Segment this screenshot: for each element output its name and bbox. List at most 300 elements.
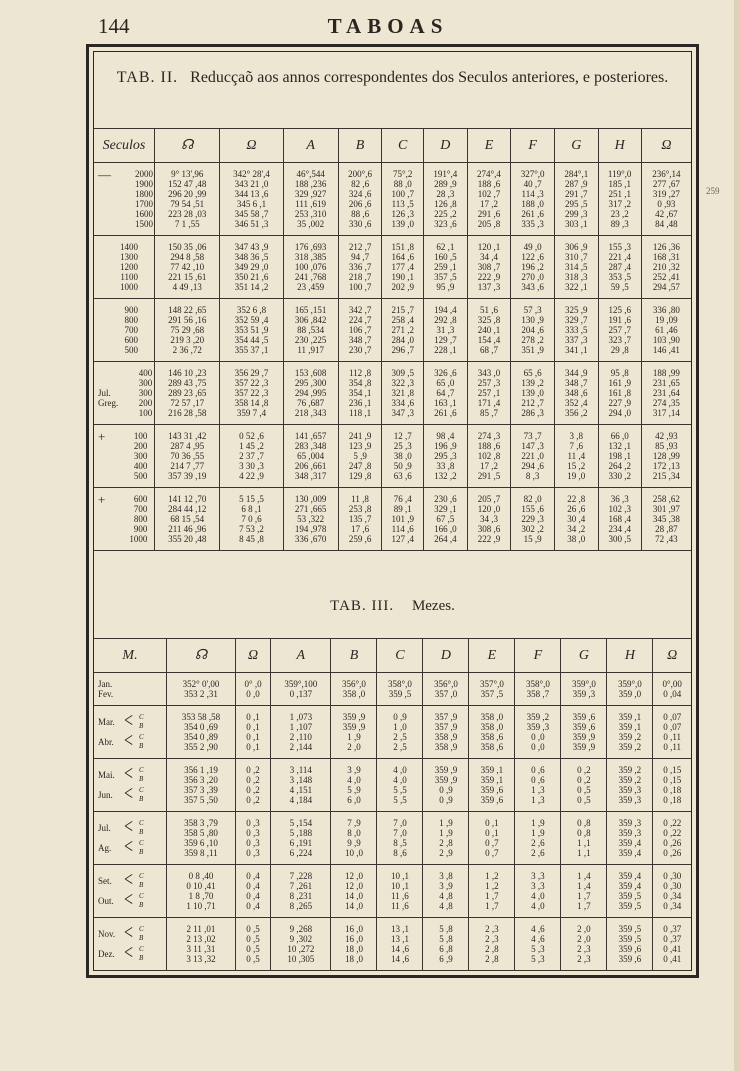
page-number: 144 [98,14,130,38]
table-value: 229 ,3 [521,514,544,524]
table-value: 61 ,46 [655,325,678,335]
table2-col-header: Ω [641,129,691,163]
table-value: 34 ,4 [479,252,498,262]
table-value: 126 ,36 [652,242,680,252]
era-label [98,378,118,388]
table-value: 23 ,459 [297,282,325,292]
table-value: 330 ,2 [608,471,631,481]
table-value: 126 ,3 [391,209,414,219]
table-value: 0 ,3 [246,848,260,858]
table-value: 5 15 ,5 [239,494,264,504]
table-value: 287 ,4 [608,262,631,272]
month-name: Mar. [98,717,115,727]
table-value: 0 ,2 [246,795,260,805]
table-value: 0 ,7 [485,838,499,848]
table-value: 65 ,6 [523,368,542,378]
table-value: 241 ,9 [348,431,372,441]
table-value: 1 ,9 [531,818,545,828]
table-value: 66 ,0 [610,431,629,441]
year-value: 600 [124,335,138,345]
table-value: 33 ,8 [436,461,455,471]
table-value: 15 ,9 [523,534,542,544]
table-value: 70 36 ,55 [170,451,205,461]
year-list [113,494,147,544]
table-value: 294 ,995 [294,388,327,398]
table-value: 137 ,3 [477,282,501,292]
table3-value-cell [607,812,653,865]
table3-value-cell [167,918,236,971]
table3-value-cell [331,918,377,971]
table-value: 294 ,6 [521,461,544,471]
table-value: 2 ,5 [393,732,407,742]
table-value: 327°,0 [520,169,545,179]
table-value: 3 13 ,32 [186,954,216,964]
table-value: 113 ,5 [391,199,414,209]
table-value: 291 ,6 [477,209,501,219]
table-value: 127 ,4 [391,534,414,544]
table2-value-cell [338,425,382,488]
table-value: 11 ,4 [567,451,586,461]
table3-value-cell [377,918,423,971]
table3-group-row [94,673,691,706]
cb-label: B [139,954,144,962]
table2-value-cell [283,299,338,362]
table2-value-cell [511,425,555,488]
table2-col-header: E [467,129,511,163]
table2-col-header: C [382,129,424,163]
table3-col-header: H [607,639,653,673]
sign-marker: + [98,492,106,507]
table-value: 359 8 ,11 [184,848,218,858]
table2-value-cell [424,299,468,362]
table-value: 257 ,3 [477,378,501,388]
table2-value-cell [598,163,641,236]
table-value: 330 ,6 [348,219,372,229]
table-value: 303 ,1 [565,219,588,229]
table-value: 357 22 ,3 [234,378,269,388]
cb-label: C [139,819,144,827]
table-value: 359 ,6 [572,722,596,732]
brace-glyph: < [124,816,134,839]
cb-label: B [139,722,144,730]
table2-value-cell [511,236,555,299]
table-value: 171 ,4 [477,398,501,408]
table-value: 23 ,2 [610,209,629,219]
table-value: 2 ,3 [577,944,591,954]
table2-col-header: F [511,129,555,163]
table-value: 5 ,5 [393,795,407,805]
table3-value-cell [515,865,561,918]
page-header [98,14,678,40]
table3-value-cell [271,812,331,865]
table3-value-cell [607,759,653,812]
table2-value-cell [641,299,691,362]
table2-value-cell [382,425,424,488]
table-value: 0 ,26 [663,838,682,848]
year-list [118,368,152,418]
table-value: 221 15 ,61 [168,272,207,282]
table-value: 230 ,7 [348,345,372,355]
table3-col-header: B [331,639,377,673]
table-value: 258 ,4 [391,315,414,325]
table-value: 236°,14 [652,169,681,179]
table-value: 172 ,13 [652,461,680,471]
table-value: 357 ,9 [434,712,458,722]
table-value: 4 ,6 [531,924,545,934]
table2-value-cell [598,299,641,362]
table3-value-cell [271,759,331,812]
table-value: 185 ,1 [608,179,631,189]
table2-group-row [94,299,691,362]
table2-value-cell [598,488,641,551]
table-value: 7 0 ,6 [241,514,262,524]
table-value: 295 ,5 [565,199,588,209]
year-value: 1300 [120,252,138,262]
month-name: Abr. [98,737,114,747]
table-value: 348 ,7 [348,335,372,345]
table-value: 82 ,6 [351,179,370,189]
cb-label: B [139,848,144,856]
table-value: 98 ,4 [436,431,455,441]
year-value: 900 [124,305,138,315]
table3-value-cell [331,673,377,706]
table-value: 359 ,4 [618,881,642,891]
table-value: 198 ,1 [608,451,631,461]
table-value: 342 ,7 [348,305,372,315]
table-value: 0 ,1 [246,722,260,732]
table-value: 221 ,0 [521,451,544,461]
table-value: 1 ,4 [577,881,591,891]
table2-centuries [94,128,691,551]
table-value: 358°,0 [388,679,412,689]
table3-value-cell [377,706,423,759]
table-value: 301 ,97 [652,504,680,514]
table-value: 216 28 ,58 [168,408,207,418]
table-value: 72 57 ,17 [170,398,205,408]
table-value: 345 58 ,7 [234,209,269,219]
table-value: 287 4 ,95 [170,441,205,451]
cb-labels [139,786,144,804]
table3-value-cell [167,812,236,865]
table-value: 225 ,2 [434,209,457,219]
table-value: 28 ,3 [436,189,455,199]
month-name: Jan. [98,679,113,689]
table-value: 10 ,1 [390,871,409,881]
table-value: 2 ,3 [577,954,591,964]
table-value: 2 ,144 [289,742,313,752]
cb-label: C [139,872,144,880]
table2-value-cell [424,163,468,236]
table-value: 1 ,2 [485,881,499,891]
table2-group-row [94,488,691,551]
table-value: 2 ,6 [531,848,545,858]
table-value: 264 ,2 [608,461,631,471]
table-value: 308 ,6 [477,524,501,534]
table-value: 356 3 ,20 [184,775,218,785]
table2-value-cell [220,488,283,551]
table-value: 236 ,1 [348,398,372,408]
table-value: 271 ,2 [391,325,414,335]
table-value: 247 ,8 [348,461,372,471]
table-value: 22 ,8 [567,494,586,504]
year-value: 1000 [129,534,148,544]
table-value: 259 ,6 [348,534,372,544]
table-value: 5 ,8 [439,934,453,944]
table-value: 351 ,9 [521,345,544,355]
cb-label: C [139,713,144,721]
table-value: 359 ,3 [618,795,642,805]
table-value: 352 6 ,8 [236,305,267,315]
table-value: 241 ,768 [294,272,327,282]
table2-seculos-cell [94,362,155,425]
table-value: 9 ,302 [289,934,313,944]
table-value: 4 49 ,13 [172,282,202,292]
table3-value-cell [515,812,561,865]
table-value: 0 52 ,6 [239,431,264,441]
table-value: 1 ,3 [531,785,545,795]
table2-value-cell [220,236,283,299]
table-value: 154 ,4 [477,335,501,345]
table-value: 4 22 ,9 [239,471,264,481]
table3-value-cell [653,918,691,971]
table-value: 18 ,0 [344,954,363,964]
table-value: 231 ,65 [652,378,680,388]
table2-value-cell [220,299,283,362]
table-value: 359 ,4 [618,838,642,848]
table-value: 148 22 ,65 [168,305,207,315]
table2-value-cell [467,488,511,551]
table-value: 212 ,7 [521,398,544,408]
table-value: 100 ,7 [348,282,372,292]
cb-label: C [139,925,144,933]
table3-col-header: C [377,639,423,673]
table-value: 89 ,1 [393,504,412,514]
table2-value-cell [467,163,511,236]
table-value: 57 ,3 [523,305,542,315]
table-value: 188 ,236 [294,179,327,189]
table-value: 0 ,1 [246,712,260,722]
table3-label: TAB. III. [330,598,395,614]
table-value: 359 ,5 [388,689,412,699]
table2-value-cell [598,362,641,425]
table-value: 155 ,6 [521,504,544,514]
table-value: 291 56 ,16 [168,315,207,325]
table-value: 67 ,5 [436,514,455,524]
year-value: 400 [133,461,148,471]
table-value: 166 ,0 [434,524,457,534]
cb-label: C [139,733,144,741]
table2-value-cell [467,236,511,299]
brace-glyph: < [124,869,134,892]
month-name: Ag. [98,843,112,853]
table3-value-cell [235,918,270,971]
table-value: 95 ,8 [610,368,629,378]
table-value: 318 ,3 [565,272,588,282]
table-value: 294 ,0 [608,408,631,418]
table3-month-cell [94,918,167,971]
table-value: 257 ,7 [608,325,631,335]
table-value: 358 ,0 [480,722,504,732]
table3-month-cell [94,812,167,865]
table-value: 295 ,3 [434,451,457,461]
table-value: 141 12 ,70 [168,494,207,504]
year-value: 1100 [120,272,138,282]
table2-value-cell [283,488,338,551]
table3-value-cell [235,673,270,706]
table2-value-cell [155,362,220,425]
table-value: 102 ,8 [477,451,501,461]
table-value: 1 ,1 [577,838,591,848]
table-value: 356°,0 [342,679,366,689]
table-value: 8 ,231 [289,891,313,901]
table-value: 7 ,6 [569,441,584,451]
table-value: 188 ,99 [652,368,680,378]
table-value: 0 ,11 [663,732,682,742]
table-value: 258 ,62 [652,494,680,504]
table2-value-cell [382,362,424,425]
table-value: 359 ,5 [618,891,642,901]
table-value: 359 ,5 [618,901,642,911]
table3-group-row [94,812,691,865]
table-value: 42 ,67 [655,209,678,219]
table-value: 253 ,310 [294,209,327,219]
table-value: 211 46 ,96 [168,524,207,534]
table-value: 349 29 ,0 [234,262,269,272]
table-value: 68 15 ,54 [170,514,205,524]
table3-value-cell [271,865,331,918]
table-value: 0 ,5 [246,934,260,944]
table-value: 291 ,5 [477,471,501,481]
table-value: 306 ,842 [294,315,327,325]
table2-col-header: H [598,129,641,163]
table-value: 286 ,3 [521,408,544,418]
table-value: 8 ,3 [525,471,540,481]
table-value: 130 ,9 [521,315,544,325]
table3-value-cell [515,759,561,812]
table-value: 359 ,0 [618,689,642,699]
table2-value-cell [155,236,220,299]
table3-value-cell [469,673,515,706]
table-value: 5 ,3 [531,954,545,964]
table-value: 130 ,009 [294,494,327,504]
cb-label: C [139,786,144,794]
table-value: 228 ,1 [434,345,457,355]
cb-label: B [139,901,144,909]
brace-glyph: < [124,889,134,912]
table-value: 7 53 ,2 [239,524,264,534]
table-value: 222 ,9 [477,534,501,544]
table-value: 358 14 ,8 [234,398,269,408]
table-value: 5 ,9 [347,785,361,795]
era-labels [98,368,118,418]
month-name: Dez. [98,949,115,959]
table2-value-cell [554,488,598,551]
table-value: 0 ,93 [657,199,676,209]
month-entry [98,871,164,891]
table-value: 289 ,9 [434,179,457,189]
table-value: 2 37 ,7 [239,451,264,461]
table-value: 357 3 ,39 [184,785,218,795]
table-value: 176 ,693 [294,242,327,252]
table-value: 348 36 ,5 [234,252,269,262]
table-value: 359°,100 [284,679,318,689]
table3-value-cell [561,812,607,865]
table-value: 0 ,4 [246,871,260,881]
table-value: 0 ,2 [577,775,591,785]
table3-value-cell [235,865,270,918]
table-value: 2 ,3 [485,924,499,934]
year-value: 700 [124,325,138,335]
table-value: 352° 0',00 [182,679,220,689]
table-value: 18 ,0 [344,944,363,954]
cb-labels [139,839,144,857]
table-value: 357 ,5 [434,272,457,282]
table-value: 253 ,8 [348,504,372,514]
table-value: 68 ,7 [479,345,498,355]
table-value: 38 ,0 [393,451,412,461]
table3-caption: Mezes. [411,598,455,614]
table2-value-cell [382,236,424,299]
table-value: 317 ,14 [652,408,680,418]
table-value: 188 ,6 [477,179,501,189]
table-value: 205 ,8 [477,219,501,229]
table-value: 348 ,6 [565,388,588,398]
table-value: 168 ,31 [652,252,680,262]
table3-col-header: G [561,639,607,673]
table3-value-cell [167,865,236,918]
table-value: 344 ,9 [565,368,588,378]
table-value: 222 ,9 [477,272,501,282]
table3-value-cell [271,673,331,706]
table-value: 354 0 ,69 [184,722,218,732]
table2-value-cell [554,362,598,425]
table-value: 7 ,261 [289,881,313,891]
table2-value-cell [338,299,382,362]
table-value: 274°,4 [477,169,501,179]
table-value: 4 ,0 [347,775,361,785]
table-value: 359 ,3 [572,689,596,699]
table-value: 308 ,7 [477,262,501,272]
year-value: 1000 [120,282,138,292]
table-value: 357 39 ,19 [168,471,207,481]
table3-month-cell [94,706,167,759]
table-value: 355 2 ,90 [184,742,218,752]
table2-value-cell [155,488,220,551]
table-value: 358 ,7 [526,689,550,699]
table-value: 3 ,3 [531,881,545,891]
table-value: 359 ,5 [618,924,642,934]
table-value: 1 45 ,2 [239,441,264,451]
table3-value-cell [423,673,469,706]
table-value: 300 ,5 [608,534,631,544]
table3-value-cell [377,865,423,918]
table-value: 357°,0 [480,679,504,689]
table3-month-cell [94,673,167,706]
table3-value-cell [515,706,561,759]
table-value: 357 ,9 [434,722,458,732]
table-value: 294 ,57 [652,282,680,292]
table-value: 215 ,34 [652,471,680,481]
table2-col-header: ☊ [155,129,220,163]
table-value: 223 28 ,03 [168,209,207,219]
table-value: 358 3 ,79 [184,818,218,828]
table-value: 53 ,322 [297,514,325,524]
table2-seculos-cell [94,236,155,299]
table-value: 8 45 ,8 [239,534,264,544]
table2-value-cell [283,236,338,299]
table3-value-cell [607,706,653,759]
table-value: 336 ,670 [294,534,327,544]
